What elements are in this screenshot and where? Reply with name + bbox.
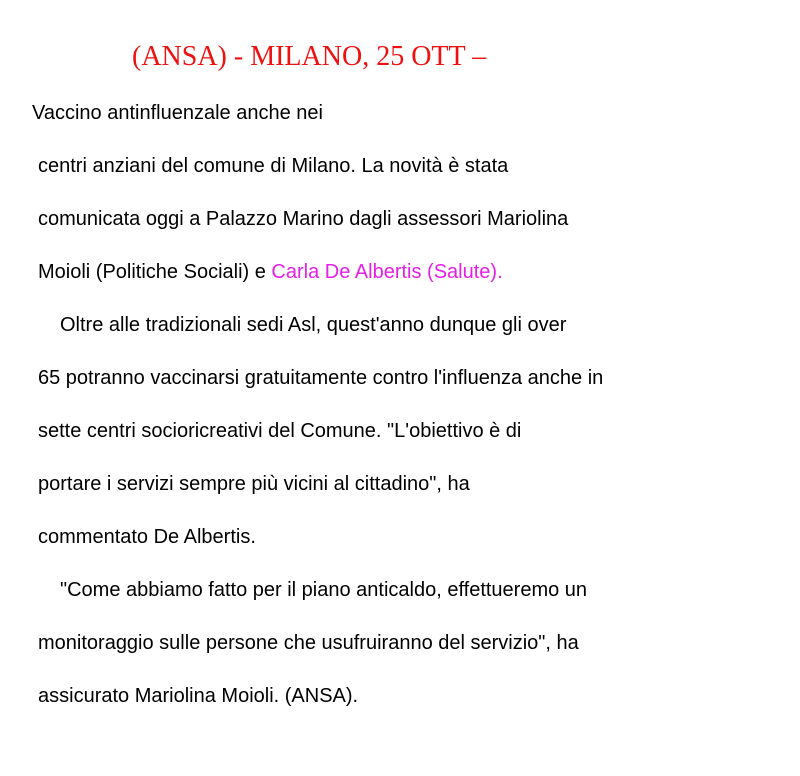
article-line-6: 65 potranno vaccinarsi gratuitamente contro l'influenza anche in — [38, 367, 604, 389]
article-line-10: "Come abbiamo fatto per il piano anticaldo, effettueremo un — [60, 579, 588, 601]
article-headline: (ANSA) - MILANO, 25 OTT – — [132, 41, 487, 72]
article-line-2: centri anziani del comune di Milano. La novità è stata — [38, 155, 509, 177]
article-line-4-text: Moioli (Politiche Sociali) e — [38, 261, 272, 283]
article-line-12: assicurato Mariolina Moioli. (ANSA). — [38, 685, 359, 707]
article-line-11: monitoraggio sulle persone che usufruiranno del servizio", ha — [38, 632, 579, 654]
article-line-8: portare i servizi sempre più vicini al cittadino", ha — [38, 473, 470, 495]
article-line-4 — [38, 259, 503, 285]
article-line-3: comunicata oggi a Palazzo Marino dagli assessori Mariolina — [38, 208, 569, 230]
article-line-5: Oltre alle tradizionali sedi Asl, quest'anno dunque gli over — [60, 314, 567, 336]
article-line-9: commentato De Albertis. — [38, 526, 256, 548]
article-line-7: sette centri socioricreativi del Comune. "L'obiettivo è di — [38, 420, 522, 442]
highlighted-name: Carla De Albertis (Salute). — [271, 261, 503, 283]
article-line-1: Vaccino antinfluenzale anche nei — [32, 102, 323, 124]
